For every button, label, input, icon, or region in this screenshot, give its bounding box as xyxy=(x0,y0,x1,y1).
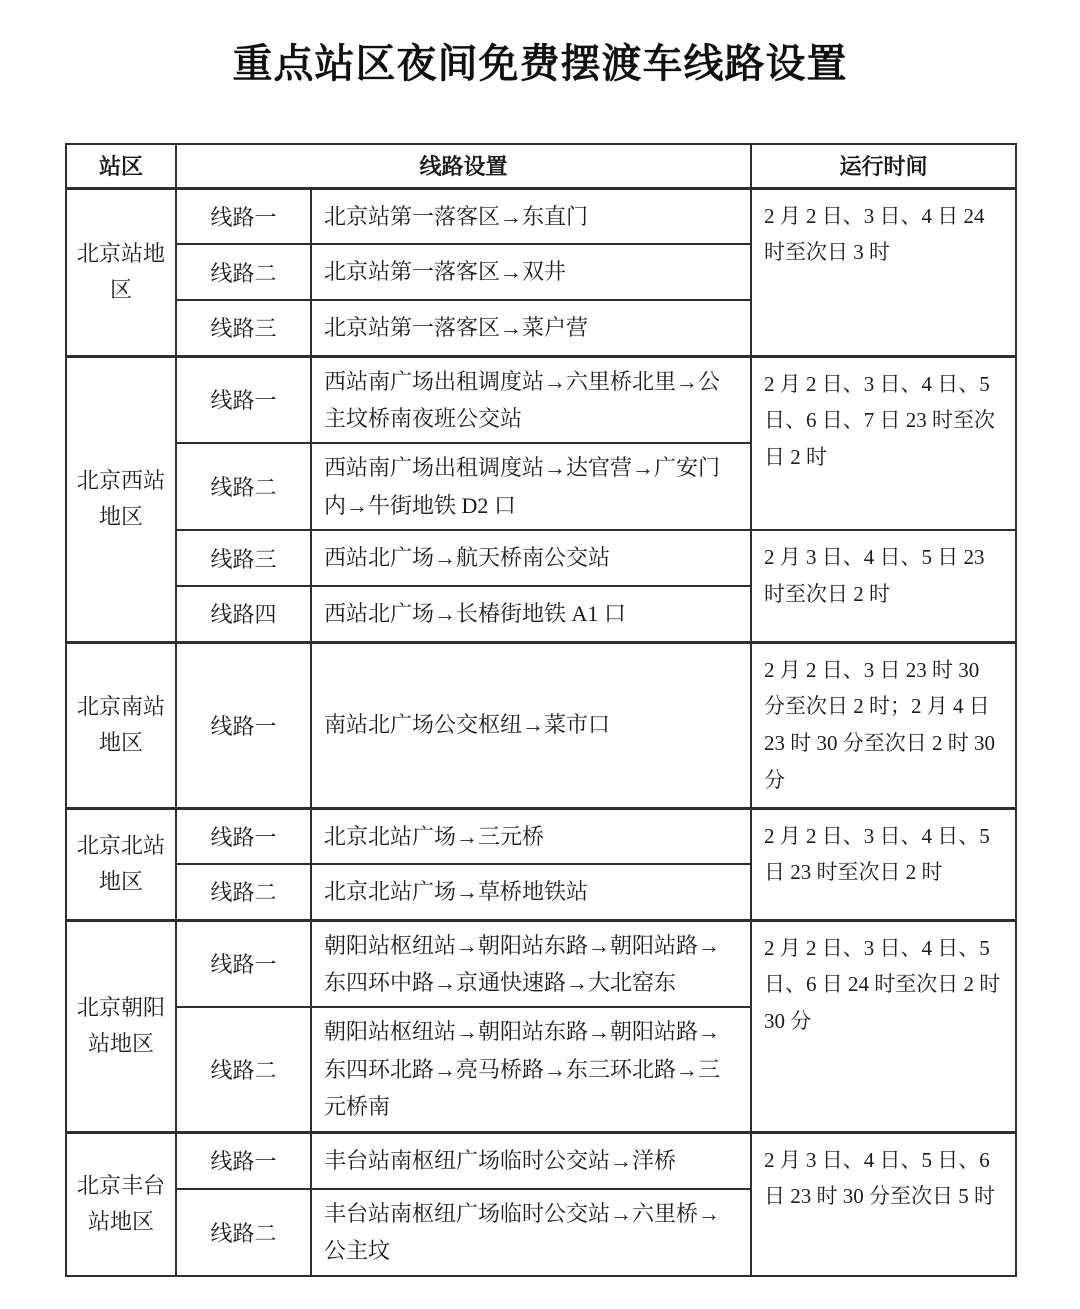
route-line-cell: 线路二 xyxy=(176,864,311,920)
route-desc-cell: 西站南广场出租调度站→达官营→广安门内→牛街地铁 D2 口 xyxy=(311,443,751,530)
time-cell: 2 月 2 日、3 日、4 日、5 日、6 日 24 时至次日 2 时 30 分 xyxy=(751,920,1016,1132)
station-cell: 北京丰台站地区 xyxy=(66,1132,176,1276)
route-line-cell: 线路一 xyxy=(176,1132,311,1189)
route-desc-cell: 西站北广场→航天桥南公交站 xyxy=(311,530,751,586)
station-cell: 北京南站地区 xyxy=(66,642,176,808)
route-desc-cell: 南站北广场公交枢纽→菜市口 xyxy=(311,642,751,808)
route-line-cell: 线路二 xyxy=(176,244,311,300)
route-desc-cell: 北京北站广场→草桥地铁站 xyxy=(311,864,751,920)
time-cell: 2 月 3 日、4 日、5 日、6 日 23 时 30 分至次日 5 时 xyxy=(751,1132,1016,1276)
route-line-cell: 线路二 xyxy=(176,1189,311,1276)
route-desc-cell: 西站北广场→长椿街地铁 A1 口 xyxy=(311,586,751,642)
table-row xyxy=(66,808,1016,864)
route-desc-cell: 北京站第一落客区→东直门 xyxy=(311,188,751,244)
route-desc-cell: 北京站第一落客区→菜户营 xyxy=(311,300,751,356)
table-header-row xyxy=(66,144,1016,188)
table-row xyxy=(66,920,1016,1007)
route-line-cell: 线路一 xyxy=(176,920,311,1007)
station-cell: 北京站地区 xyxy=(66,188,176,356)
station-cell: 北京西站地区 xyxy=(66,356,176,642)
route-desc-cell: 北京北站广场→三元桥 xyxy=(311,808,751,864)
route-desc-cell: 朝阳站枢纽站→朝阳站东路→朝阳站路→东四环中路→京通快速路→大北窑东 xyxy=(311,920,751,1007)
shuttle-routes-table xyxy=(65,143,1017,1277)
table-row xyxy=(66,642,1016,808)
route-line-cell: 线路一 xyxy=(176,642,311,808)
route-line-cell: 线路三 xyxy=(176,530,311,586)
header-station: 站区 xyxy=(66,144,176,188)
table-row xyxy=(66,188,1016,244)
time-cell: 2 月 2 日、3 日、4 日、5 日 23 时至次日 2 时 xyxy=(751,808,1016,920)
route-line-cell: 线路一 xyxy=(176,808,311,864)
time-cell: 2 月 2 日、3 日 23 时 30 分至次日 2 时；2 月 4 日 23 时 30 分至次日 2 时 30 分 xyxy=(751,642,1016,808)
time-cell: 2 月 2 日、3 日、4 日 24 时至次日 3 时 xyxy=(751,188,1016,356)
route-desc-cell: 朝阳站枢纽站→朝阳站东路→朝阳站路→东四环北路→亮马桥路→东三环北路→三元桥南 xyxy=(311,1007,751,1132)
route-line-cell: 线路一 xyxy=(176,356,311,443)
route-line-cell: 线路二 xyxy=(176,1007,311,1132)
route-line-cell: 线路四 xyxy=(176,586,311,642)
table-row xyxy=(66,356,1016,443)
route-desc-cell: 丰台站南枢纽广场临时公交站→六里桥→公主坟 xyxy=(311,1189,751,1276)
header-operating-time: 运行时间 xyxy=(751,144,1016,188)
route-line-cell: 线路一 xyxy=(176,188,311,244)
route-desc-cell: 北京站第一落客区→双井 xyxy=(311,244,751,300)
header-route-setup: 线路设置 xyxy=(176,144,751,188)
table-row xyxy=(66,530,1016,586)
route-desc-cell: 丰台站南枢纽广场临时公交站→洋桥 xyxy=(311,1132,751,1189)
station-cell: 北京朝阳站地区 xyxy=(66,920,176,1132)
time-cell: 2 月 2 日、3 日、4 日、5 日、6 日、7 日 23 时至次日 2 时 xyxy=(751,356,1016,530)
route-line-cell: 线路二 xyxy=(176,443,311,530)
route-desc-cell: 西站南广场出租调度站→六里桥北里→公主坟桥南夜班公交站 xyxy=(311,356,751,443)
page-title: 重点站区夜间免费摆渡车线路设置 xyxy=(232,42,848,86)
route-line-cell: 线路三 xyxy=(176,300,311,356)
time-cell: 2 月 3 日、4 日、5 日 23 时至次日 2 时 xyxy=(751,530,1016,642)
station-cell: 北京北站地区 xyxy=(66,808,176,920)
table-row xyxy=(66,1132,1016,1189)
